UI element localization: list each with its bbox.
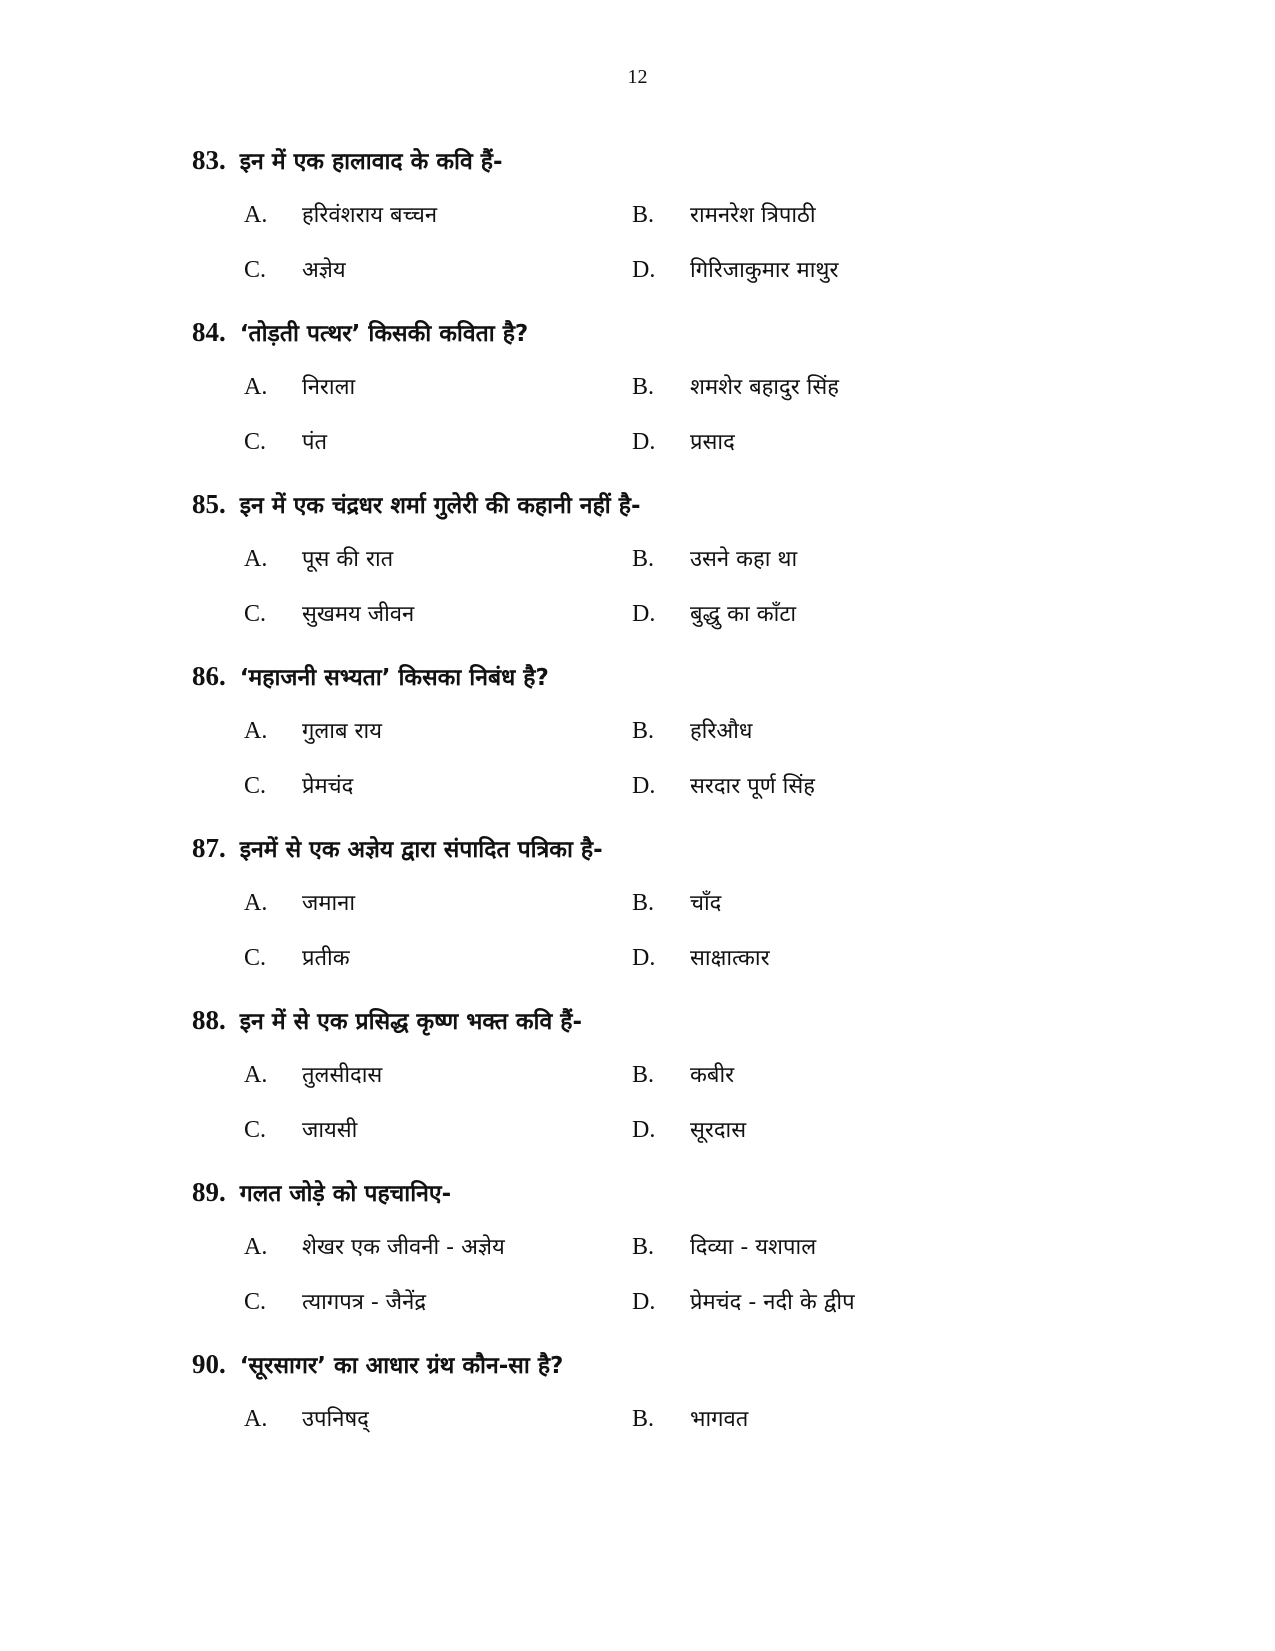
option-letter: C. <box>244 1117 267 1143</box>
option-text: प्रतीक <box>302 946 350 971</box>
option-text: शमशेर बहादुर सिंह <box>690 375 839 400</box>
question-item <box>192 1348 1092 1520</box>
option-text: प्रेमचंद <box>302 774 354 799</box>
option-text: उपनिषद् <box>302 1407 369 1432</box>
option-letter: D. <box>632 1289 656 1315</box>
question-item <box>192 1176 1092 1348</box>
question-text: ‘तोड़ती पत्थर’ किसकी कविता है? <box>239 321 529 347</box>
answer-option <box>632 371 839 405</box>
answer-option <box>244 426 327 460</box>
question-text: इन में एक चंद्रधर शर्मा गुलेरी की कहानी नहीं है- <box>239 493 641 519</box>
option-letter: C. <box>244 1289 267 1315</box>
option-text: सुखमय जीवन <box>302 602 415 627</box>
option-text: उसने कहा था <box>690 547 798 572</box>
option-text: प्रेमचंद - नदी के द्वीप <box>690 1290 855 1315</box>
option-text: सरदार पूर्ण सिंह <box>690 774 815 799</box>
option-letter: B. <box>632 202 655 228</box>
question-text: इनमें से एक अज्ञेय द्वारा संपादित पत्रिका है- <box>239 837 603 863</box>
option-text: दिव्या - यशपाल <box>690 1235 817 1260</box>
question-item <box>192 1004 1092 1176</box>
answer-option <box>244 1286 426 1320</box>
answer-option <box>632 770 815 804</box>
answer-option <box>244 371 355 405</box>
answer-option <box>244 1114 357 1148</box>
page-number: 12 <box>627 66 648 88</box>
option-text: कबीर <box>690 1063 735 1088</box>
option-letter: A. <box>244 890 268 916</box>
question-number: 84. <box>192 317 226 347</box>
question-item <box>192 660 1092 832</box>
answer-option <box>244 543 393 577</box>
option-text: त्यागपत्र - जैनेंद्र <box>302 1290 427 1315</box>
question-number: 88. <box>192 1005 226 1035</box>
answer-option <box>632 254 838 288</box>
question-number: 90. <box>192 1349 226 1379</box>
question-text: गलत जोड़े को पहचानिए- <box>239 1181 452 1207</box>
question-number: 85. <box>192 489 226 519</box>
option-letter: B. <box>632 1062 655 1088</box>
answer-option <box>632 1059 734 1093</box>
question-heading <box>192 832 603 872</box>
option-letter: C. <box>244 257 267 283</box>
option-text: निराला <box>302 375 356 400</box>
question-number: 86. <box>192 661 226 691</box>
question-number: 83. <box>192 145 226 175</box>
option-letter: A. <box>244 546 268 572</box>
option-text: जमाना <box>302 891 356 916</box>
option-text: हरिऔध <box>690 719 753 744</box>
option-text: शेखर एक जीवनी - अज्ञेय <box>302 1235 505 1260</box>
option-letter: D. <box>632 1117 656 1143</box>
answer-option <box>632 199 816 233</box>
question-text: इन में से एक प्रसिद्ध कृष्ण भक्त कवि हैं- <box>239 1009 582 1035</box>
answer-option <box>632 1114 746 1148</box>
answer-option <box>632 1286 855 1320</box>
option-letter: B. <box>632 1406 655 1432</box>
question-text: ‘महाजनी सभ्यता’ किसका निबंध है? <box>239 665 549 691</box>
option-letter: A. <box>244 374 268 400</box>
question-list <box>192 144 1092 1520</box>
option-text: सूरदास <box>690 1118 747 1143</box>
option-letter: A. <box>244 1062 268 1088</box>
answer-option <box>244 715 382 749</box>
question-item <box>192 316 1092 488</box>
answer-option <box>632 715 752 749</box>
answer-option <box>244 254 346 288</box>
option-text: गुलाब राय <box>302 719 383 744</box>
question-heading <box>192 144 503 184</box>
answer-option <box>632 887 721 921</box>
option-text: भागवत <box>690 1407 749 1432</box>
option-text: हरिवंशराय बच्चन <box>302 203 438 228</box>
answer-option <box>244 1231 505 1265</box>
answer-option <box>632 543 797 577</box>
option-letter: A. <box>244 1234 268 1260</box>
option-letter: D. <box>632 257 656 283</box>
question-number: 89. <box>192 1177 226 1207</box>
option-letter: B. <box>632 546 655 572</box>
option-text: अज्ञेय <box>302 258 346 283</box>
option-letter: C. <box>244 601 267 627</box>
option-text: पंत <box>302 430 328 455</box>
option-letter: C. <box>244 945 267 971</box>
option-text: चाँद <box>690 891 722 916</box>
answer-option <box>632 426 735 460</box>
option-text: पूस की रात <box>302 547 394 572</box>
option-text: गिरिजाकुमार माथुर <box>690 258 839 283</box>
option-letter: D. <box>632 601 656 627</box>
question-item <box>192 144 1092 316</box>
answer-option <box>632 942 770 976</box>
question-text: इन में एक हालावाद के कवि हैं- <box>239 149 503 175</box>
option-letter: B. <box>632 718 655 744</box>
option-text: जायसी <box>302 1118 358 1143</box>
option-text: रामनरेश त्रिपाठी <box>690 203 816 228</box>
option-letter: B. <box>632 1234 655 1260</box>
question-text: ‘सूरसागर’ का आधार ग्रंथ कौन-सा है? <box>239 1353 564 1379</box>
question-heading <box>192 660 549 700</box>
answer-option <box>244 770 353 804</box>
option-letter: D. <box>632 945 656 971</box>
answer-option <box>244 598 414 632</box>
question-heading <box>192 316 528 356</box>
option-letter: C. <box>244 773 267 799</box>
answer-option <box>244 1403 369 1437</box>
option-letter: B. <box>632 890 655 916</box>
option-letter: A. <box>244 202 268 228</box>
question-item <box>192 488 1092 660</box>
option-text: साक्षात्कार <box>690 946 770 971</box>
question-number: 87. <box>192 833 226 863</box>
question-item <box>192 832 1092 1004</box>
answer-option <box>632 1403 748 1437</box>
answer-option <box>244 1059 382 1093</box>
option-letter: A. <box>244 718 268 744</box>
option-letter: D. <box>632 429 656 455</box>
question-heading <box>192 1004 582 1044</box>
option-text: तुलसीदास <box>302 1063 383 1088</box>
option-letter: C. <box>244 429 267 455</box>
option-letter: A. <box>244 1406 268 1432</box>
answer-option <box>244 887 355 921</box>
answer-option <box>244 199 437 233</box>
answer-option <box>632 598 796 632</box>
answer-option <box>632 1231 816 1265</box>
question-heading <box>192 488 641 528</box>
option-text: बुद्धु का काँटा <box>690 602 797 627</box>
option-letter: D. <box>632 773 656 799</box>
answer-option <box>244 942 350 976</box>
question-heading <box>192 1348 563 1388</box>
question-heading <box>192 1176 451 1216</box>
option-text: प्रसाद <box>690 430 735 455</box>
option-letter: B. <box>632 374 655 400</box>
